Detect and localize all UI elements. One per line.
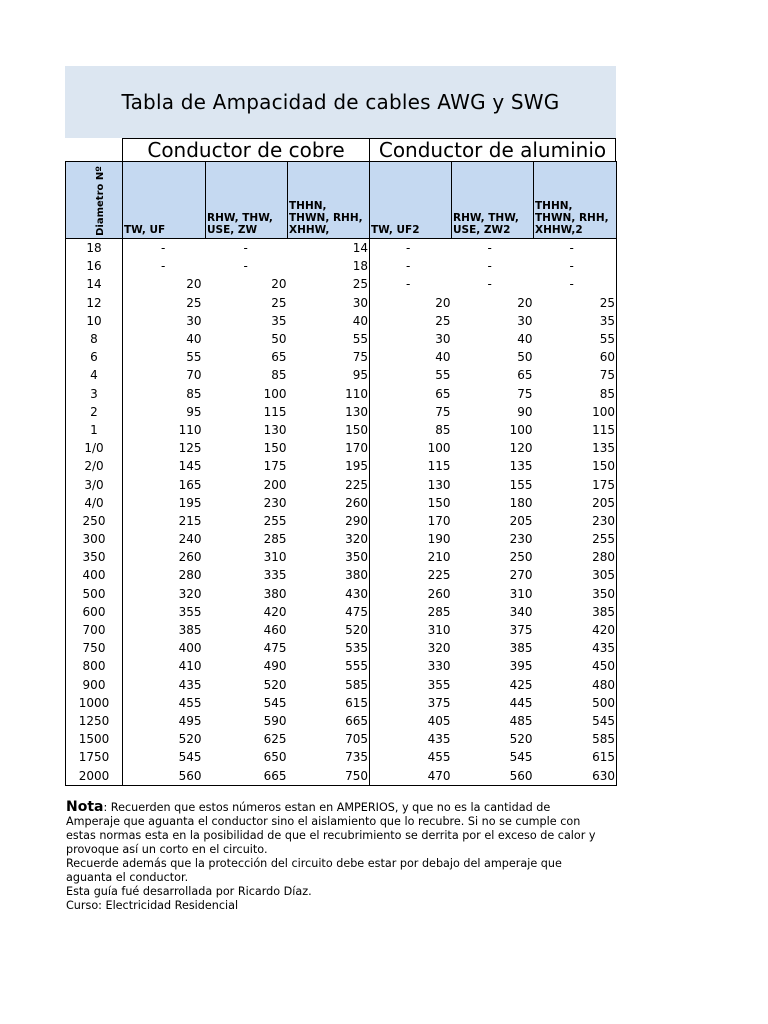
column-header-copper-thhn: THHN, THWN, RHH, XHHW, <box>288 162 370 239</box>
cell-aluminum-rhw: 485 <box>509 713 533 728</box>
cell-aluminum-thhn: 115 <box>534 421 617 439</box>
cell-aluminum-thhn: 205 <box>534 494 617 512</box>
cell-gauge: 6 <box>66 348 123 366</box>
cell-gauge: 14 <box>66 275 123 293</box>
cell-aluminum-tw: 170 <box>427 513 451 528</box>
cell-copper-tw: 410 <box>178 659 202 674</box>
cell-copper-rhw: 50 <box>271 332 287 347</box>
table-row <box>66 676 617 694</box>
cell-aluminum-tw: 130 <box>427 477 451 492</box>
cell-aluminum-thhn: 75 <box>534 366 617 384</box>
cell-aluminum-thhn: 230 <box>534 512 617 530</box>
cell-copper-tw: 85 <box>186 386 202 401</box>
note-line-course: Curso: Electricidad Residencial <box>66 899 239 912</box>
cell-aluminum-thhn: 100 <box>534 403 617 421</box>
cell-copper-rhw: 545 <box>263 695 287 710</box>
cell-copper-thhn: 350 <box>288 548 370 566</box>
cell-aluminum-thhn: 25 <box>534 294 617 312</box>
table-row <box>66 748 617 766</box>
cell-copper-thhn: 615 <box>288 694 370 712</box>
table-row <box>66 621 617 639</box>
table-body <box>66 239 617 786</box>
table-row <box>66 312 617 330</box>
cell-aluminum-tw: 75 <box>435 404 451 419</box>
cell-copper-thhn: 665 <box>288 712 370 730</box>
table-row <box>66 294 617 312</box>
cell-gauge: 1500 <box>66 730 123 748</box>
cell-aluminum-rhw: 340 <box>509 604 533 619</box>
cell-aluminum-tw: 25 <box>435 313 451 328</box>
cell-aluminum-rhw: 50 <box>517 350 533 365</box>
cell-copper-tw: 240 <box>178 532 202 547</box>
cell-aluminum-thhn: 255 <box>534 530 617 548</box>
cell-aluminum-rhw: 100 <box>509 422 533 437</box>
cell-aluminum-rhw: 135 <box>509 459 533 474</box>
cell-aluminum-rhw: 205 <box>509 513 533 528</box>
cell-aluminum-thhn: 480 <box>534 676 617 694</box>
cell-gauge: 1/0 <box>66 439 123 457</box>
cell-aluminum-rhw: 20 <box>517 295 533 310</box>
cell-gauge: 2/0 <box>66 457 123 475</box>
cell-copper-thhn: 55 <box>288 330 370 348</box>
cell-aluminum-thhn: 585 <box>534 730 617 748</box>
cell-copper-thhn: 130 <box>288 403 370 421</box>
column-header-copper-rhw: RHW, THW, USE, ZW <box>206 162 288 239</box>
table-row <box>66 403 617 421</box>
cell-copper-thhn: 170 <box>288 439 370 457</box>
note-line-author: Esta guía fué desarrollada por Ricardo Díaz. <box>66 885 312 898</box>
table-row <box>66 275 617 293</box>
cell-aluminum-rhw: 310 <box>509 586 533 601</box>
cell-copper-rhw: 420 <box>263 604 287 619</box>
cell-aluminum-thhn: 545 <box>534 712 617 730</box>
cell-copper-thhn: 95 <box>288 366 370 384</box>
cell-aluminum-rhw: 560 <box>452 766 534 785</box>
cell-copper-tw: 30 <box>186 313 202 328</box>
cell-copper-rhw: 335 <box>263 568 287 583</box>
cell-copper-tw: 520 <box>178 732 202 747</box>
cell-aluminum-thhn: 385 <box>534 603 617 621</box>
cell-aluminum-tw: 285 <box>427 604 451 619</box>
cell-aluminum-tw: - <box>406 259 411 274</box>
table-row <box>66 566 617 584</box>
cell-aluminum-thhn: 420 <box>534 621 617 639</box>
cell-aluminum-tw: 55 <box>435 368 451 383</box>
cell-aluminum-rhw: 445 <box>509 695 533 710</box>
cell-aluminum-thhn: - <box>534 257 617 275</box>
cell-copper-rhw: 520 <box>263 677 287 692</box>
table-row <box>66 385 617 403</box>
cell-copper-thhn: 380 <box>288 566 370 584</box>
cell-copper-thhn: 75 <box>288 348 370 366</box>
column-header-aluminum-rhw: RHW, THW, USE, ZW2 <box>452 162 534 239</box>
cell-aluminum-tw: 225 <box>427 568 451 583</box>
cell-aluminum-thhn: 175 <box>534 475 617 493</box>
cell-gauge: 800 <box>66 657 123 675</box>
cell-copper-thhn: 225 <box>288 475 370 493</box>
table-row <box>66 639 617 657</box>
cell-aluminum-tw: 85 <box>435 422 451 437</box>
cell-aluminum-rhw: 395 <box>509 659 533 674</box>
cell-gauge: 350 <box>66 548 123 566</box>
cell-copper-tw: 320 <box>178 586 202 601</box>
cell-copper-tw: 280 <box>178 568 202 583</box>
cell-aluminum-thhn: 85 <box>534 385 617 403</box>
cell-copper-tw: 95 <box>186 404 202 419</box>
cell-copper-rhw: - <box>243 241 248 256</box>
aluminum-group-header: Conductor de aluminio <box>369 138 616 162</box>
cell-copper-thhn: 30 <box>288 294 370 312</box>
cell-aluminum-tw: - <box>406 277 411 292</box>
table-row <box>66 585 617 603</box>
cell-aluminum-thhn: 450 <box>534 657 617 675</box>
cell-aluminum-rhw: 155 <box>509 477 533 492</box>
cell-aluminum-rhw: 90 <box>517 404 533 419</box>
cell-copper-rhw: 35 <box>271 313 287 328</box>
cell-aluminum-thhn: 500 <box>534 694 617 712</box>
cell-aluminum-tw: 100 <box>427 441 451 456</box>
cell-aluminum-rhw: 40 <box>517 332 533 347</box>
cell-aluminum-rhw: 270 <box>509 568 533 583</box>
cell-aluminum-rhw: 65 <box>517 368 533 383</box>
cell-aluminum-tw: 40 <box>435 350 451 365</box>
cell-copper-rhw: 200 <box>263 477 287 492</box>
copper-group-header: Conductor de cobre <box>122 138 370 162</box>
cell-copper-thhn: 290 <box>288 512 370 530</box>
cell-aluminum-tw: 435 <box>427 732 451 747</box>
cell-gauge: 2 <box>66 403 123 421</box>
cell-copper-thhn: 750 <box>288 766 370 785</box>
cell-copper-rhw: 150 <box>263 441 287 456</box>
table-row <box>66 730 617 748</box>
footnote <box>66 800 606 913</box>
cell-aluminum-tw: 65 <box>435 386 451 401</box>
cell-gauge: 750 <box>66 639 123 657</box>
cell-aluminum-rhw: 375 <box>509 623 533 638</box>
table-row <box>66 766 617 785</box>
cell-aluminum-thhn: 35 <box>534 312 617 330</box>
note-label: Nota <box>66 799 104 815</box>
cell-aluminum-tw: 210 <box>427 550 451 565</box>
cell-gauge: 600 <box>66 603 123 621</box>
cell-aluminum-rhw: - <box>487 277 492 292</box>
cell-copper-tw: 545 <box>178 750 202 765</box>
cell-aluminum-tw: 470 <box>370 766 452 785</box>
cell-copper-tw: 560 <box>123 766 206 785</box>
cell-aluminum-thhn: 135 <box>534 439 617 457</box>
table-row <box>66 657 617 675</box>
cell-aluminum-tw: 375 <box>427 695 451 710</box>
cell-aluminum-thhn: 280 <box>534 548 617 566</box>
table-row <box>66 475 617 493</box>
cell-aluminum-tw: 330 <box>427 659 451 674</box>
cell-copper-tw: 495 <box>178 713 202 728</box>
table-header-row <box>66 162 617 239</box>
cell-aluminum-tw: - <box>406 241 411 256</box>
table-row <box>66 366 617 384</box>
cell-copper-rhw: 490 <box>263 659 287 674</box>
column-header-aluminum-thhn: THHN, THWN, RHH, XHHW,2 <box>534 162 617 239</box>
cell-copper-rhw: 650 <box>263 750 287 765</box>
cell-copper-rhw: 285 <box>263 532 287 547</box>
cell-aluminum-thhn: 630 <box>534 766 617 785</box>
cell-gauge: 8 <box>66 330 123 348</box>
cell-copper-tw: 110 <box>178 422 202 437</box>
cell-gauge: 4/0 <box>66 494 123 512</box>
cell-copper-rhw: 460 <box>263 623 287 638</box>
cell-copper-tw: 25 <box>186 295 202 310</box>
cell-copper-thhn: 25 <box>288 275 370 293</box>
table-row <box>66 694 617 712</box>
cell-copper-thhn: 195 <box>288 457 370 475</box>
column-header-copper-tw: TW, UF <box>123 162 206 239</box>
cell-copper-rhw: 100 <box>263 386 287 401</box>
note-paragraph <box>66 800 606 857</box>
cell-copper-thhn: 585 <box>288 676 370 694</box>
cell-copper-rhw: 85 <box>271 368 287 383</box>
table-row <box>66 712 617 730</box>
cell-gauge: 2000 <box>66 766 123 785</box>
cell-gauge: 500 <box>66 585 123 603</box>
cell-copper-thhn: 520 <box>288 621 370 639</box>
table-row <box>66 548 617 566</box>
cell-copper-rhw: 65 <box>271 350 287 365</box>
column-header-aluminum-tw: TW, UF2 <box>370 162 452 239</box>
cell-copper-tw: - <box>161 241 166 256</box>
cell-aluminum-rhw: - <box>487 259 492 274</box>
table-row <box>66 494 617 512</box>
cell-aluminum-rhw: 180 <box>509 495 533 510</box>
cell-aluminum-tw: 190 <box>427 532 451 547</box>
cell-gauge: 3/0 <box>66 475 123 493</box>
cell-aluminum-rhw: 30 <box>517 313 533 328</box>
cell-aluminum-tw: 30 <box>435 332 451 347</box>
cell-aluminum-thhn: - <box>534 239 617 258</box>
cell-copper-tw: 70 <box>186 368 202 383</box>
cell-gauge: 1250 <box>66 712 123 730</box>
cell-gauge: 900 <box>66 676 123 694</box>
cell-gauge: 1000 <box>66 694 123 712</box>
cell-copper-rhw: 475 <box>263 641 287 656</box>
cell-aluminum-thhn: 150 <box>534 457 617 475</box>
cell-copper-thhn: 705 <box>288 730 370 748</box>
cell-copper-tw: 455 <box>178 695 202 710</box>
table-row <box>66 257 617 275</box>
cell-aluminum-thhn: - <box>534 275 617 293</box>
cell-copper-rhw: 310 <box>263 550 287 565</box>
cell-aluminum-tw: 150 <box>427 495 451 510</box>
cell-aluminum-rhw: 545 <box>509 750 533 765</box>
cell-copper-rhw: 130 <box>263 422 287 437</box>
cell-gauge: 4 <box>66 366 123 384</box>
cell-gauge: 3 <box>66 385 123 403</box>
table-row <box>66 530 617 548</box>
cell-copper-thhn: 475 <box>288 603 370 621</box>
cell-copper-rhw: 115 <box>263 404 287 419</box>
table-row <box>66 439 617 457</box>
cell-copper-tw: 20 <box>186 277 202 292</box>
cell-copper-rhw: 665 <box>206 766 288 785</box>
cell-copper-tw: 400 <box>178 641 202 656</box>
ampacity-table <box>65 161 617 786</box>
cell-copper-tw: 40 <box>186 332 202 347</box>
cell-copper-rhw: 255 <box>263 513 287 528</box>
cell-aluminum-tw: 405 <box>427 713 451 728</box>
cell-gauge: 250 <box>66 512 123 530</box>
cell-copper-thhn: 260 <box>288 494 370 512</box>
table-row <box>66 421 617 439</box>
diameter-column-header: Diametro Nº <box>66 162 123 239</box>
cell-aluminum-rhw: 520 <box>509 732 533 747</box>
cell-aluminum-rhw: 250 <box>509 550 533 565</box>
cell-aluminum-tw: 20 <box>435 295 451 310</box>
cell-copper-rhw: 230 <box>263 495 287 510</box>
cell-copper-tw: 260 <box>178 550 202 565</box>
cell-aluminum-rhw: 120 <box>509 441 533 456</box>
cell-gauge: 12 <box>66 294 123 312</box>
cell-copper-thhn: 320 <box>288 530 370 548</box>
cell-aluminum-thhn: 55 <box>534 330 617 348</box>
cell-copper-tw: 55 <box>186 350 202 365</box>
cell-copper-tw: 145 <box>178 459 202 474</box>
cell-copper-rhw: 25 <box>271 295 287 310</box>
cell-aluminum-thhn: 305 <box>534 566 617 584</box>
cell-copper-tw: 385 <box>178 623 202 638</box>
cell-copper-tw: 435 <box>178 677 202 692</box>
page-title: Tabla de Ampacidad de cables AWG y SWG <box>121 90 560 114</box>
cell-copper-thhn: 535 <box>288 639 370 657</box>
table-row <box>66 348 617 366</box>
cell-aluminum-thhn: 435 <box>534 639 617 657</box>
table-row <box>66 330 617 348</box>
cell-aluminum-rhw: - <box>487 241 492 256</box>
cell-aluminum-thhn: 60 <box>534 348 617 366</box>
table-row <box>66 239 617 258</box>
cell-aluminum-thhn: 615 <box>534 748 617 766</box>
cell-copper-rhw: 20 <box>271 277 287 292</box>
cell-copper-thhn: 40 <box>288 312 370 330</box>
cell-gauge: 1 <box>66 421 123 439</box>
cell-copper-rhw: - <box>243 259 248 274</box>
cell-copper-thhn: 110 <box>288 385 370 403</box>
cell-gauge: 16 <box>66 257 123 275</box>
cell-aluminum-tw: 310 <box>427 623 451 638</box>
cell-aluminum-tw: 115 <box>427 459 451 474</box>
cell-aluminum-tw: 455 <box>427 750 451 765</box>
table-row <box>66 512 617 530</box>
cell-copper-rhw: 625 <box>263 732 287 747</box>
table-row <box>66 603 617 621</box>
cell-copper-thhn: 735 <box>288 748 370 766</box>
cell-copper-tw: 215 <box>178 513 202 528</box>
cell-gauge: 10 <box>66 312 123 330</box>
cell-copper-tw: 125 <box>178 441 202 456</box>
note-line-protection: Recuerde además que la protección del circuito debe estar por debajo del amperaje que aguanta el conductor. <box>66 857 562 884</box>
cell-copper-tw: - <box>161 259 166 274</box>
cell-copper-tw: 195 <box>178 495 202 510</box>
note-intro: : Recuerden que estos números estan en AMPERIOS, y que no es la cantidad de Amperaje que aguanta el conductor sino el aislamiento que lo recubre. Si no se cumple con estas normas esta en la posibilidad de que el recubrimiento se derrita por el exceso de calor y provoque así un corto en el circuito. <box>66 801 596 856</box>
title-banner <box>65 66 616 138</box>
cell-aluminum-rhw: 230 <box>509 532 533 547</box>
cell-copper-rhw: 175 <box>263 459 287 474</box>
cell-gauge: 18 <box>66 239 123 258</box>
cell-copper-tw: 165 <box>178 477 202 492</box>
cell-gauge: 700 <box>66 621 123 639</box>
cell-copper-rhw: 380 <box>263 586 287 601</box>
cell-copper-rhw: 590 <box>263 713 287 728</box>
cell-copper-thhn: 555 <box>288 657 370 675</box>
table-row <box>66 457 617 475</box>
cell-gauge: 300 <box>66 530 123 548</box>
cell-aluminum-tw: 260 <box>427 586 451 601</box>
cell-copper-thhn: 18 <box>288 257 370 275</box>
cell-aluminum-thhn: 350 <box>534 585 617 603</box>
cell-copper-thhn: 14 <box>288 239 370 258</box>
cell-copper-tw: 355 <box>178 604 202 619</box>
cell-copper-thhn: 430 <box>288 585 370 603</box>
cell-aluminum-tw: 355 <box>427 677 451 692</box>
cell-gauge: 400 <box>66 566 123 584</box>
cell-copper-thhn: 150 <box>288 421 370 439</box>
cell-aluminum-rhw: 75 <box>517 386 533 401</box>
cell-gauge: 1750 <box>66 748 123 766</box>
cell-aluminum-rhw: 385 <box>509 641 533 656</box>
cell-aluminum-rhw: 425 <box>509 677 533 692</box>
cell-aluminum-tw: 320 <box>427 641 451 656</box>
